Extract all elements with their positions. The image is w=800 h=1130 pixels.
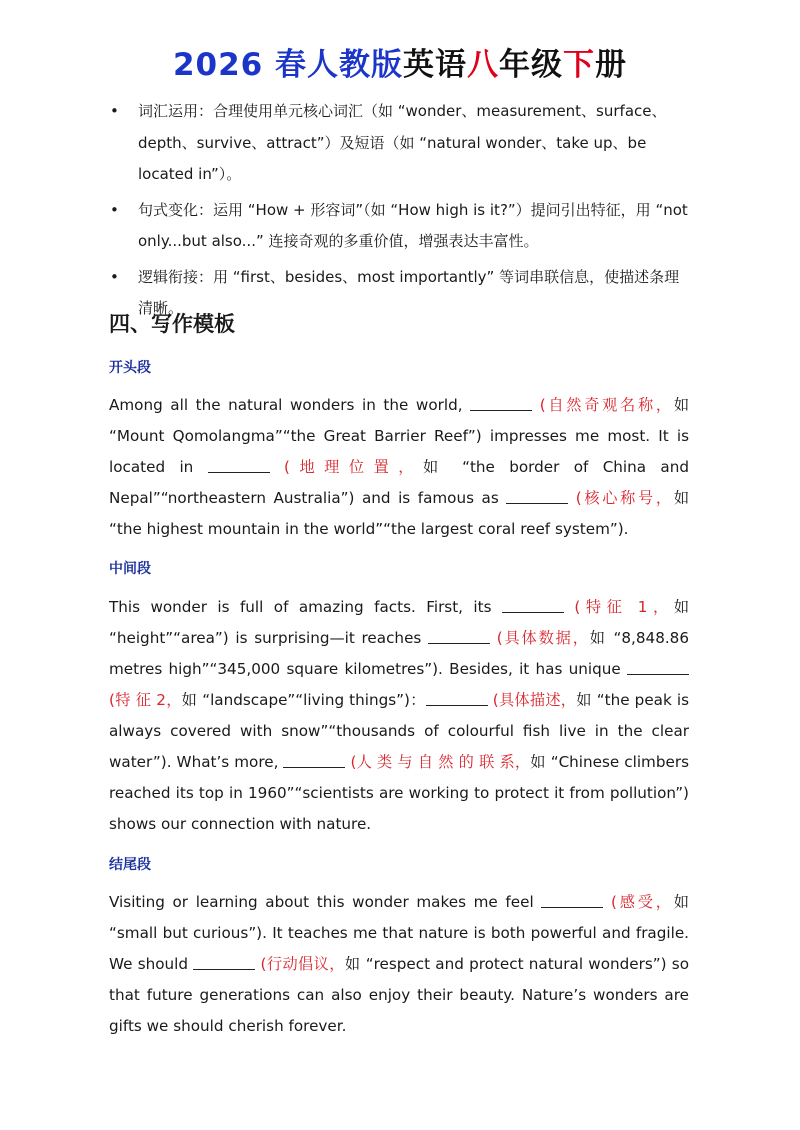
fill-blank <box>428 627 490 644</box>
title-year: 2026 <box>172 47 264 83</box>
title-subject: 英语 <box>403 47 468 83</box>
middle-hint-2: (具体数据， <box>496 629 590 647</box>
title-publisher: 春人教版 <box>275 47 404 83</box>
opening-hint-1: (自然奇观名称， <box>539 396 674 414</box>
fill-blank <box>470 394 532 411</box>
middle-text-5: 如 “the peak is always covered with snow”“thousands of colourful fish live in the clear water”). What’s more, <box>109 691 689 771</box>
page-title <box>0 40 800 90</box>
opening-label: 开头段 <box>109 360 151 376</box>
opening-paragraph <box>109 390 689 545</box>
opening-hint-3: (核心称号， <box>575 489 674 507</box>
middle-text-6: 如 “Chinese climbers reached its top in 1960”“scientists are working to protect it from pollution”) shows our connection with nature. <box>109 753 689 833</box>
fill-blank <box>208 456 270 473</box>
fill-blank <box>541 891 603 908</box>
list-item: • 逻辑衔接：用 “first、besides、most importantly” 等词串联信息，使描述条理清晰。 <box>109 262 693 325</box>
fill-blank <box>193 953 255 970</box>
section-heading: 四、写作模板 <box>109 312 235 336</box>
ending-text-2: 如 “small but curious”). It teaches me that nature is both powerful and fragile. We should <box>109 893 689 973</box>
opening-text-2: 如 “Mount Qomolangma”“the Great Barrier Reef”) impresses me most. It is located in <box>109 396 690 476</box>
fill-blank <box>283 751 345 768</box>
ending-paragraph <box>109 887 689 1042</box>
fill-blank <box>502 596 564 613</box>
ending-hint-2: (行动倡议， <box>260 955 345 973</box>
middle-hint-5: (人 类 与 自 然 的 联 系， <box>350 753 531 771</box>
middle-text-3: 如 “8,848.86 metres high”“345,000 square kilometres”). Besides, it has unique <box>109 629 690 678</box>
list-item: • 句式变化：运用 “How + 形容词”（如 “How high is it?”）提问引出特征，用 “not only...but also...” 连接奇观的多重价值，增强表达丰富性。 <box>109 195 693 258</box>
title-volume: 下 <box>563 47 596 83</box>
ending-label: 结尾段 <box>109 857 151 873</box>
middle-hint-4: (具体描述， <box>492 691 577 709</box>
middle-hint-3: (特 征 2， <box>109 691 182 709</box>
opening-text-1: Among all the natural wonders in the world, <box>109 396 471 414</box>
middle-text-2: 如 “height”“area”) is surprising—it reaches <box>109 598 690 647</box>
middle-label: 中间段 <box>109 561 151 577</box>
middle-paragraph <box>109 592 689 840</box>
middle-text-4: 如 “landscape”“living things”)： <box>181 691 426 709</box>
ending-text-1: Visiting or learning about this wonder makes me feel <box>109 893 542 911</box>
title-grade: 年级 <box>499 47 564 83</box>
ending-hint-1: (感受， <box>611 893 674 911</box>
fill-blank <box>426 689 488 706</box>
fill-blank <box>506 487 568 504</box>
opening-hint-2: (地理位置， <box>284 458 424 476</box>
ending-text-3: 如 “respect and protect natural wonders”) so that future generations can also enjoy their beauty. Nature’s wonders are gifts we should cherish forever. <box>109 955 689 1035</box>
tips-list <box>109 96 693 329</box>
title-book: 册 <box>595 47 628 83</box>
list-item: • 词汇运用：合理使用单元核心词汇（如 “wonder、measurement、surface、depth、survive、attract”）及短语（如 “natural wonder、take up、be located in”）。 <box>109 96 693 191</box>
middle-text-1: This wonder is full of amazing facts. First, its <box>109 598 502 616</box>
title-grade-number: 八 <box>467 47 500 83</box>
opening-text-4: 如 “the highest mountain in the world”“the largest coral reef system”). <box>109 489 689 538</box>
fill-blank <box>627 658 689 675</box>
middle-hint-1: (特征 1， <box>574 598 674 616</box>
opening-text-3: 如 “the border of China and Nepal”“northeastern Australia”) and is famous as <box>109 458 689 507</box>
